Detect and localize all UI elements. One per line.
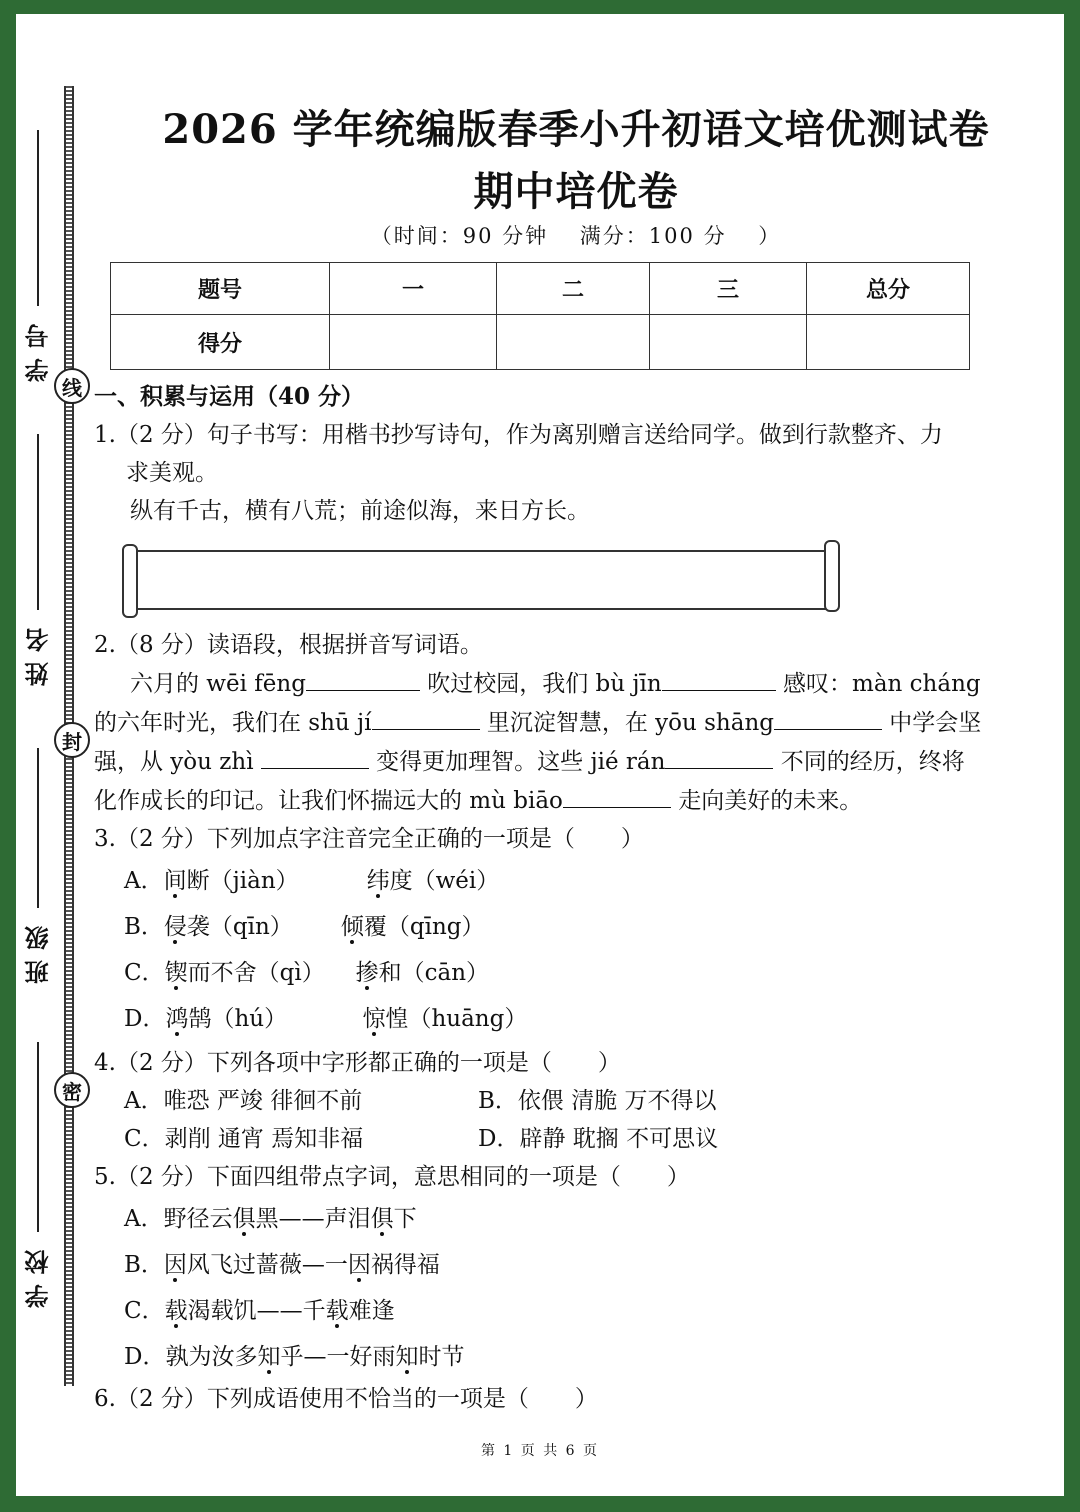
text-span: 渴载饥——千 [187,1298,326,1324]
seal-xian: 线 [54,368,90,404]
q4-option-c[interactable]: C．剥削 通宵 焉知非福 [124,1126,364,1152]
text-span: 而不舍（qì） [187,960,325,986]
exam-subtitle-title: 期中培优卷 [473,168,679,215]
text-span: B． [124,1252,164,1278]
section-title: 一、积累与运用（40 分） [94,383,365,410]
text-span: 风飞过蔷薇—一 [186,1252,348,1278]
dotted-char: 知 [257,1344,281,1370]
text-span: 惶（huāng） [385,1006,528,1032]
score-input-cell[interactable] [497,315,650,370]
question-2-para-line2 [94,703,1014,742]
score-input-cell[interactable] [330,315,497,370]
table-cell: 得分 [111,315,330,370]
side-field-name [20,434,56,686]
text-span: A．野径云 [124,1206,233,1232]
answer-blank[interactable] [261,742,369,769]
scroll-body [130,550,836,610]
q3-option-d[interactable] [94,996,1014,1042]
seal-feng: 封 [54,722,90,758]
q3-option-b[interactable] [94,904,1014,950]
dotted-char: 侵 [163,914,187,940]
text-span: 鹄（hú） [188,1006,288,1032]
side-label-name: 姓名 [23,618,53,686]
text-span: 化作成长的印记。让我们怀揣远大的 mù biāo [94,788,563,814]
side-field-line [37,748,39,908]
text-span: D．孰为汝多 [124,1344,258,1370]
text-span: 不同的经历，终将 [773,749,965,775]
dotted-char: 锲 [164,960,188,986]
answer-blank[interactable] [662,664,776,691]
scroll-roll-right [824,540,840,612]
question-2-para-line1 [94,664,1014,703]
q5-option-a[interactable] [94,1196,1014,1242]
option-letter: A． [124,868,164,894]
text-span: 度（wéi） [389,868,500,894]
question-3: 3.（2 分）下列加点字注音完全正确的一项是（ ） [94,826,644,852]
question-5: 5.（2 分）下面四组带点字词，意思相同的一项是（ ） [94,1164,690,1190]
text-span: 的六年时光，我们在 shū jí [94,710,372,736]
writing-scroll[interactable] [120,544,842,616]
text-span: 和（cān） [378,960,490,986]
scroll-roll-left [122,544,138,618]
answer-blank[interactable] [306,664,420,691]
dotted-char: 间 [163,868,187,894]
exam-content [94,378,1014,1418]
table-row [111,315,970,370]
q4-option-a[interactable]: A．唯恐 严竣 徘徊不前 [124,1088,363,1114]
table-cell: 三 [650,263,807,315]
dotted-char: 载 [164,1298,188,1324]
dotted-char: 掺 [355,960,379,986]
text-span: 走向美好的未来。 [670,788,863,814]
question-2-para-line3 [94,742,1014,781]
dotted-char: 纬 [366,868,390,894]
option-letter: D． [124,1006,166,1032]
text-span: 强，从 yòu zhì [94,749,261,775]
dotted-char: 倾 [340,914,364,940]
q4-option-b[interactable]: B．依偎 清脆 万不得以 [478,1088,717,1114]
question-4: 4.（2 分）下列各项中字形都正确的一项是（ ） [94,1050,621,1076]
answer-blank[interactable] [665,742,773,769]
score-table [110,262,970,370]
answer-blank[interactable] [372,703,480,730]
option-letter: C． [124,960,165,986]
side-field-school [20,1042,56,1308]
dotted-char: 俱 [232,1206,256,1232]
table-cell: 一 [330,263,497,315]
dotted-char: 因 [347,1252,371,1278]
text-span: 时节 [418,1344,465,1370]
text-span: 下 [393,1206,417,1232]
question-1: 1.（2 分）句子书写：用楷书抄写诗句，作为离别赠言送给同学。做到行款整齐、力 [94,422,943,448]
table-cell: 题号 [111,263,330,315]
q4-option-row2 [94,1120,1014,1158]
q4-option-row1 [94,1082,1014,1120]
dotted-char: 惊 [362,1006,386,1032]
text-span: 感叹：màn cháng [775,671,981,697]
table-row [111,263,970,315]
side-field-line [37,1042,39,1232]
side-label-class: 班级 [23,916,53,984]
score-input-cell[interactable] [807,315,970,370]
exam-page [16,14,1064,1496]
answer-blank[interactable] [563,781,671,808]
text-span: 里沉淀智慧，在 yōu shāng [479,710,774,736]
side-field-class [20,748,56,984]
text-span: 断（jiàn） [186,868,299,894]
side-field-line [37,130,39,306]
exam-title: 2026 学年统编版春季小升初语文培优测试卷 [162,106,990,153]
dotted-char: 因 [163,1252,187,1278]
q4-option-d[interactable]: D．辟静 耽搁 不可思议 [478,1126,719,1152]
q5-option-b[interactable] [94,1242,1014,1288]
question-2: 2.（8 分）读语段，根据拼音写词语。 [94,632,483,658]
text-span: 变得更加理智。这些 jié rán [368,749,666,775]
seal-mi: 密 [54,1072,90,1108]
q3-option-c[interactable] [94,950,1014,996]
time-score-info: （时间：90 分钟 满分：100 分 ） [370,224,782,248]
text-span: 黑——声泪 [255,1206,371,1232]
dotted-char: 知 [395,1344,419,1370]
table-cell: 二 [497,263,650,315]
side-label-student-id: 学号 [23,314,53,382]
table-cell: 总分 [807,263,970,315]
text-span: 吹过校园，我们 bù jīn [419,671,662,697]
option-letter: B． [124,914,164,940]
side-label-school: 学校 [23,1240,53,1308]
text-span: C． [124,1298,165,1324]
question-1-cont: 求美观。 [126,460,218,486]
dotted-char: 俱 [370,1206,394,1232]
dotted-char: 载 [325,1298,349,1324]
side-field-line [37,434,39,610]
text-span: 难逢 [348,1298,395,1324]
dotted-char: 鸿 [165,1006,189,1032]
text-span: 覆（qīng） [363,914,485,940]
q3-option-a[interactable] [94,858,1014,904]
question-2-para-line4 [94,781,1014,820]
text-span: 乎—一好雨 [280,1344,396,1370]
answer-blank[interactable] [774,703,882,730]
text-span: 祸得福 [370,1252,440,1278]
side-field-student-id [20,130,56,382]
text-span: 袭（qīn） [186,914,293,940]
score-input-cell[interactable] [650,315,807,370]
q5-option-d[interactable] [94,1334,1014,1380]
question-6: 6.（2 分）下列成语使用不恰当的一项是（ ） [94,1386,598,1412]
text-span: 中学会坚 [882,710,982,736]
page-footer: 第 1 页 共 6 页 [480,1443,600,1459]
text-span: 六月的 wēi fēng [130,671,306,697]
question-1-poem: 纵有千古，横有八荒；前途似海，来日方长。 [130,498,590,524]
q5-option-c[interactable] [94,1288,1014,1334]
